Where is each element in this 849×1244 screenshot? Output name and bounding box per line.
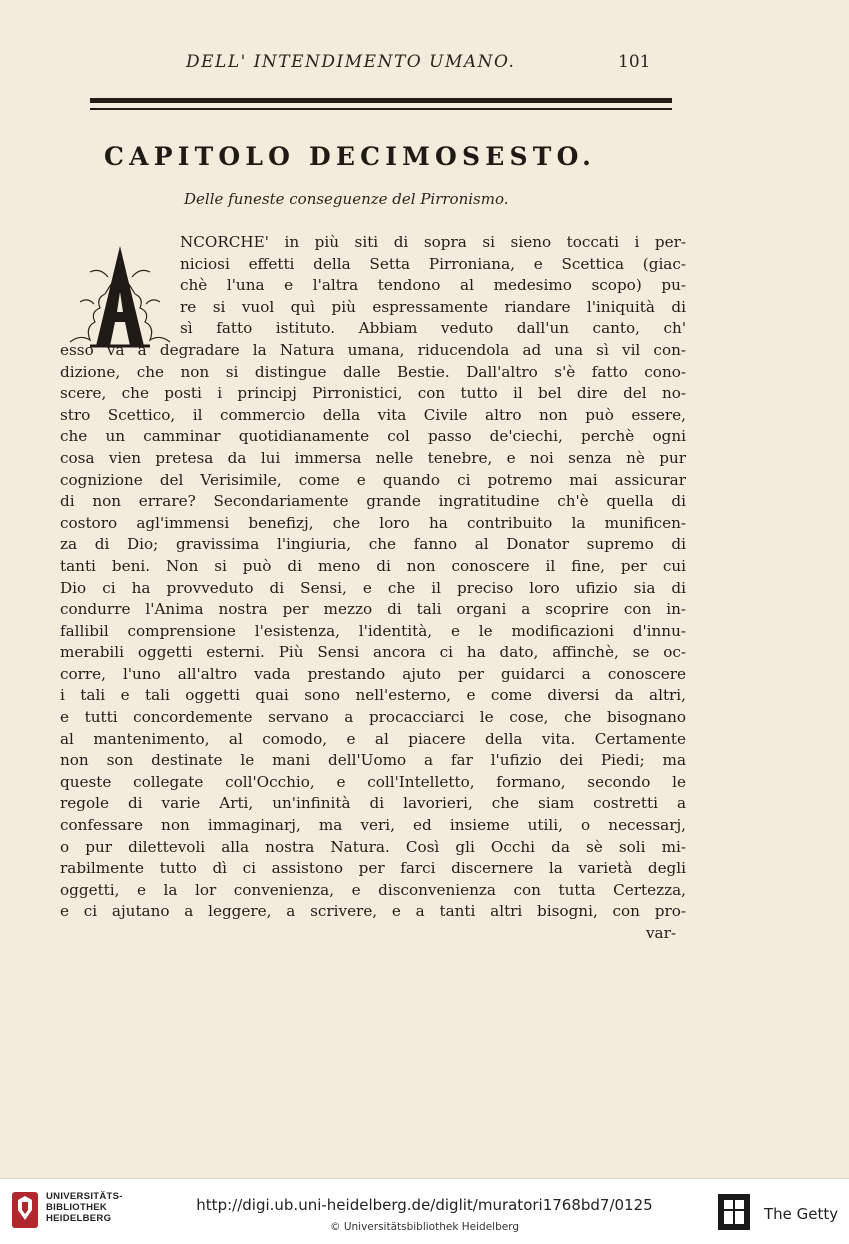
catchword: var-: [645, 924, 676, 942]
text-line: stro Scettico, il commercio della vita Civile altro non può essere,: [60, 405, 686, 424]
text-line: di non errare? Secondariamente grande ingratitudine ch'è quella di: [60, 492, 686, 511]
text-line: fallibil comprensione l'esistenza, l'identità, e le modificazioni d'innu-: [60, 621, 686, 640]
text-line: e tutti concordemente servano a procacciarci le cose, che bisognano: [60, 708, 686, 727]
copyright-notice: © Universitätsbibliothek Heidelberg: [329, 1221, 519, 1233]
text-line: che un camminar quotidianamente col passo de'ciechi, perchè ogni: [60, 427, 686, 446]
text-line: non son destinate le mani dell'Uomo a far l'ufizio dei Piedi; ma: [60, 751, 686, 770]
text-line: confessare non immaginarj, ma veri, ed insieme utili, o necessarj,: [60, 816, 686, 835]
header-rule-thin: [90, 108, 672, 110]
partner-name: The Getty: [764, 1205, 839, 1223]
text-line: za di Dio; gravissima l'ingiuria, che fanno al Donator supremo di: [60, 535, 686, 554]
text-line: o pur dilettevoli alla nostra Natura. Così gli Occhi da sè soli mi-: [60, 837, 686, 856]
chapter-subtitle: Delle funeste conseguenze del Pirronismo.: [184, 190, 509, 208]
body-text: [60, 232, 686, 945]
text-line: NCORCHE' in più siti di sopra si sieno toccati i per-: [180, 233, 686, 251]
text-line: re si vuol quì più espressamente riandare l'iniquità di: [180, 297, 686, 316]
text-line: cognizione del Verisimile, come e quando ci potremo mai assicurar: [60, 470, 686, 489]
text-line: al mantenimento, al comodo, e al piacere della vita. Certamente: [60, 729, 686, 748]
text-line: tanti beni. Non si può di meno di non conoscere il fine, per cui: [60, 556, 686, 575]
text-line: condurre l'Anima nostra per mezzo di tali organi a scoprire con in-: [60, 600, 686, 619]
getty-logo-icon: [716, 1192, 752, 1232]
chapter-title: CAPITOLO DECIMOSESTO.: [104, 142, 596, 171]
text-line: queste collegate coll'Occhio, e coll'Intelletto, formano, secondo le: [60, 772, 686, 791]
text-line: cosa vien pretesa da lui immersa nelle tenebre, e noi senza nè pur: [60, 448, 686, 467]
text-line: Dio ci ha provveduto di Sensi, e che il preciso loro ufizio sia di: [60, 578, 686, 597]
text-line: i tali e tali oggetti quai sono nell'esterno, e come diversi da altri,: [60, 686, 686, 705]
running-title: DELL' INTENDIMENTO UMANO.: [186, 52, 516, 72]
page-number: 101: [618, 52, 651, 72]
text-line: e ci ajutano a leggere, a scrivere, e a tanti altri bisogni, con pro-: [60, 902, 686, 921]
institution-name: UNIVERSITÄTS- BIBLIOTHEK HEIDELBERG: [46, 1191, 123, 1224]
text-line: oggetti, e la lor convenienza, e disconvenienza con tutta Certezza,: [60, 880, 686, 899]
text-line: rabilmente tutto dì ci assistono per farci discernere la varietà degli: [60, 859, 686, 878]
text-line: corre, l'uno all'altro vada prestando ajuto per guidarci a conoscere: [60, 664, 686, 683]
text-line: merabili oggetti esterni. Più Sensi ancora ci ha dato, affinchè, se oc-: [60, 643, 686, 662]
text-line: esso va a degradare la Natura umana, riducendola ad una sì vil con-: [60, 340, 686, 359]
text-line: regole di varie Arti, un'infinità di lavorieri, che siam costretti a: [60, 794, 686, 813]
header-rule-thick: [90, 98, 672, 103]
text-line: scere, che posti i principj Pirronistici, con tutto il bel dire del no-: [60, 384, 686, 403]
text-line: dizione, che non si distingue dalle Bestie. Dall'altro s'è fatto cono-: [60, 362, 686, 381]
text-line: chè l'una e l'altra tendono al medesimo scopo) pu-: [180, 276, 686, 295]
permalink-url[interactable]: http://digi.ub.uni-heidelberg.de/diglit/muratori1768bd7/0125: [196, 1196, 653, 1214]
text-line: sì fatto istituto. Abbiam veduto dall'un canto, ch': [180, 319, 686, 338]
text-line: niciosi effetti della Setta Pirroniana, e Scettica (giac-: [180, 254, 686, 273]
text-line: costoro agl'immensi benefizj, che loro ha contribuito la munificen-: [60, 513, 686, 532]
